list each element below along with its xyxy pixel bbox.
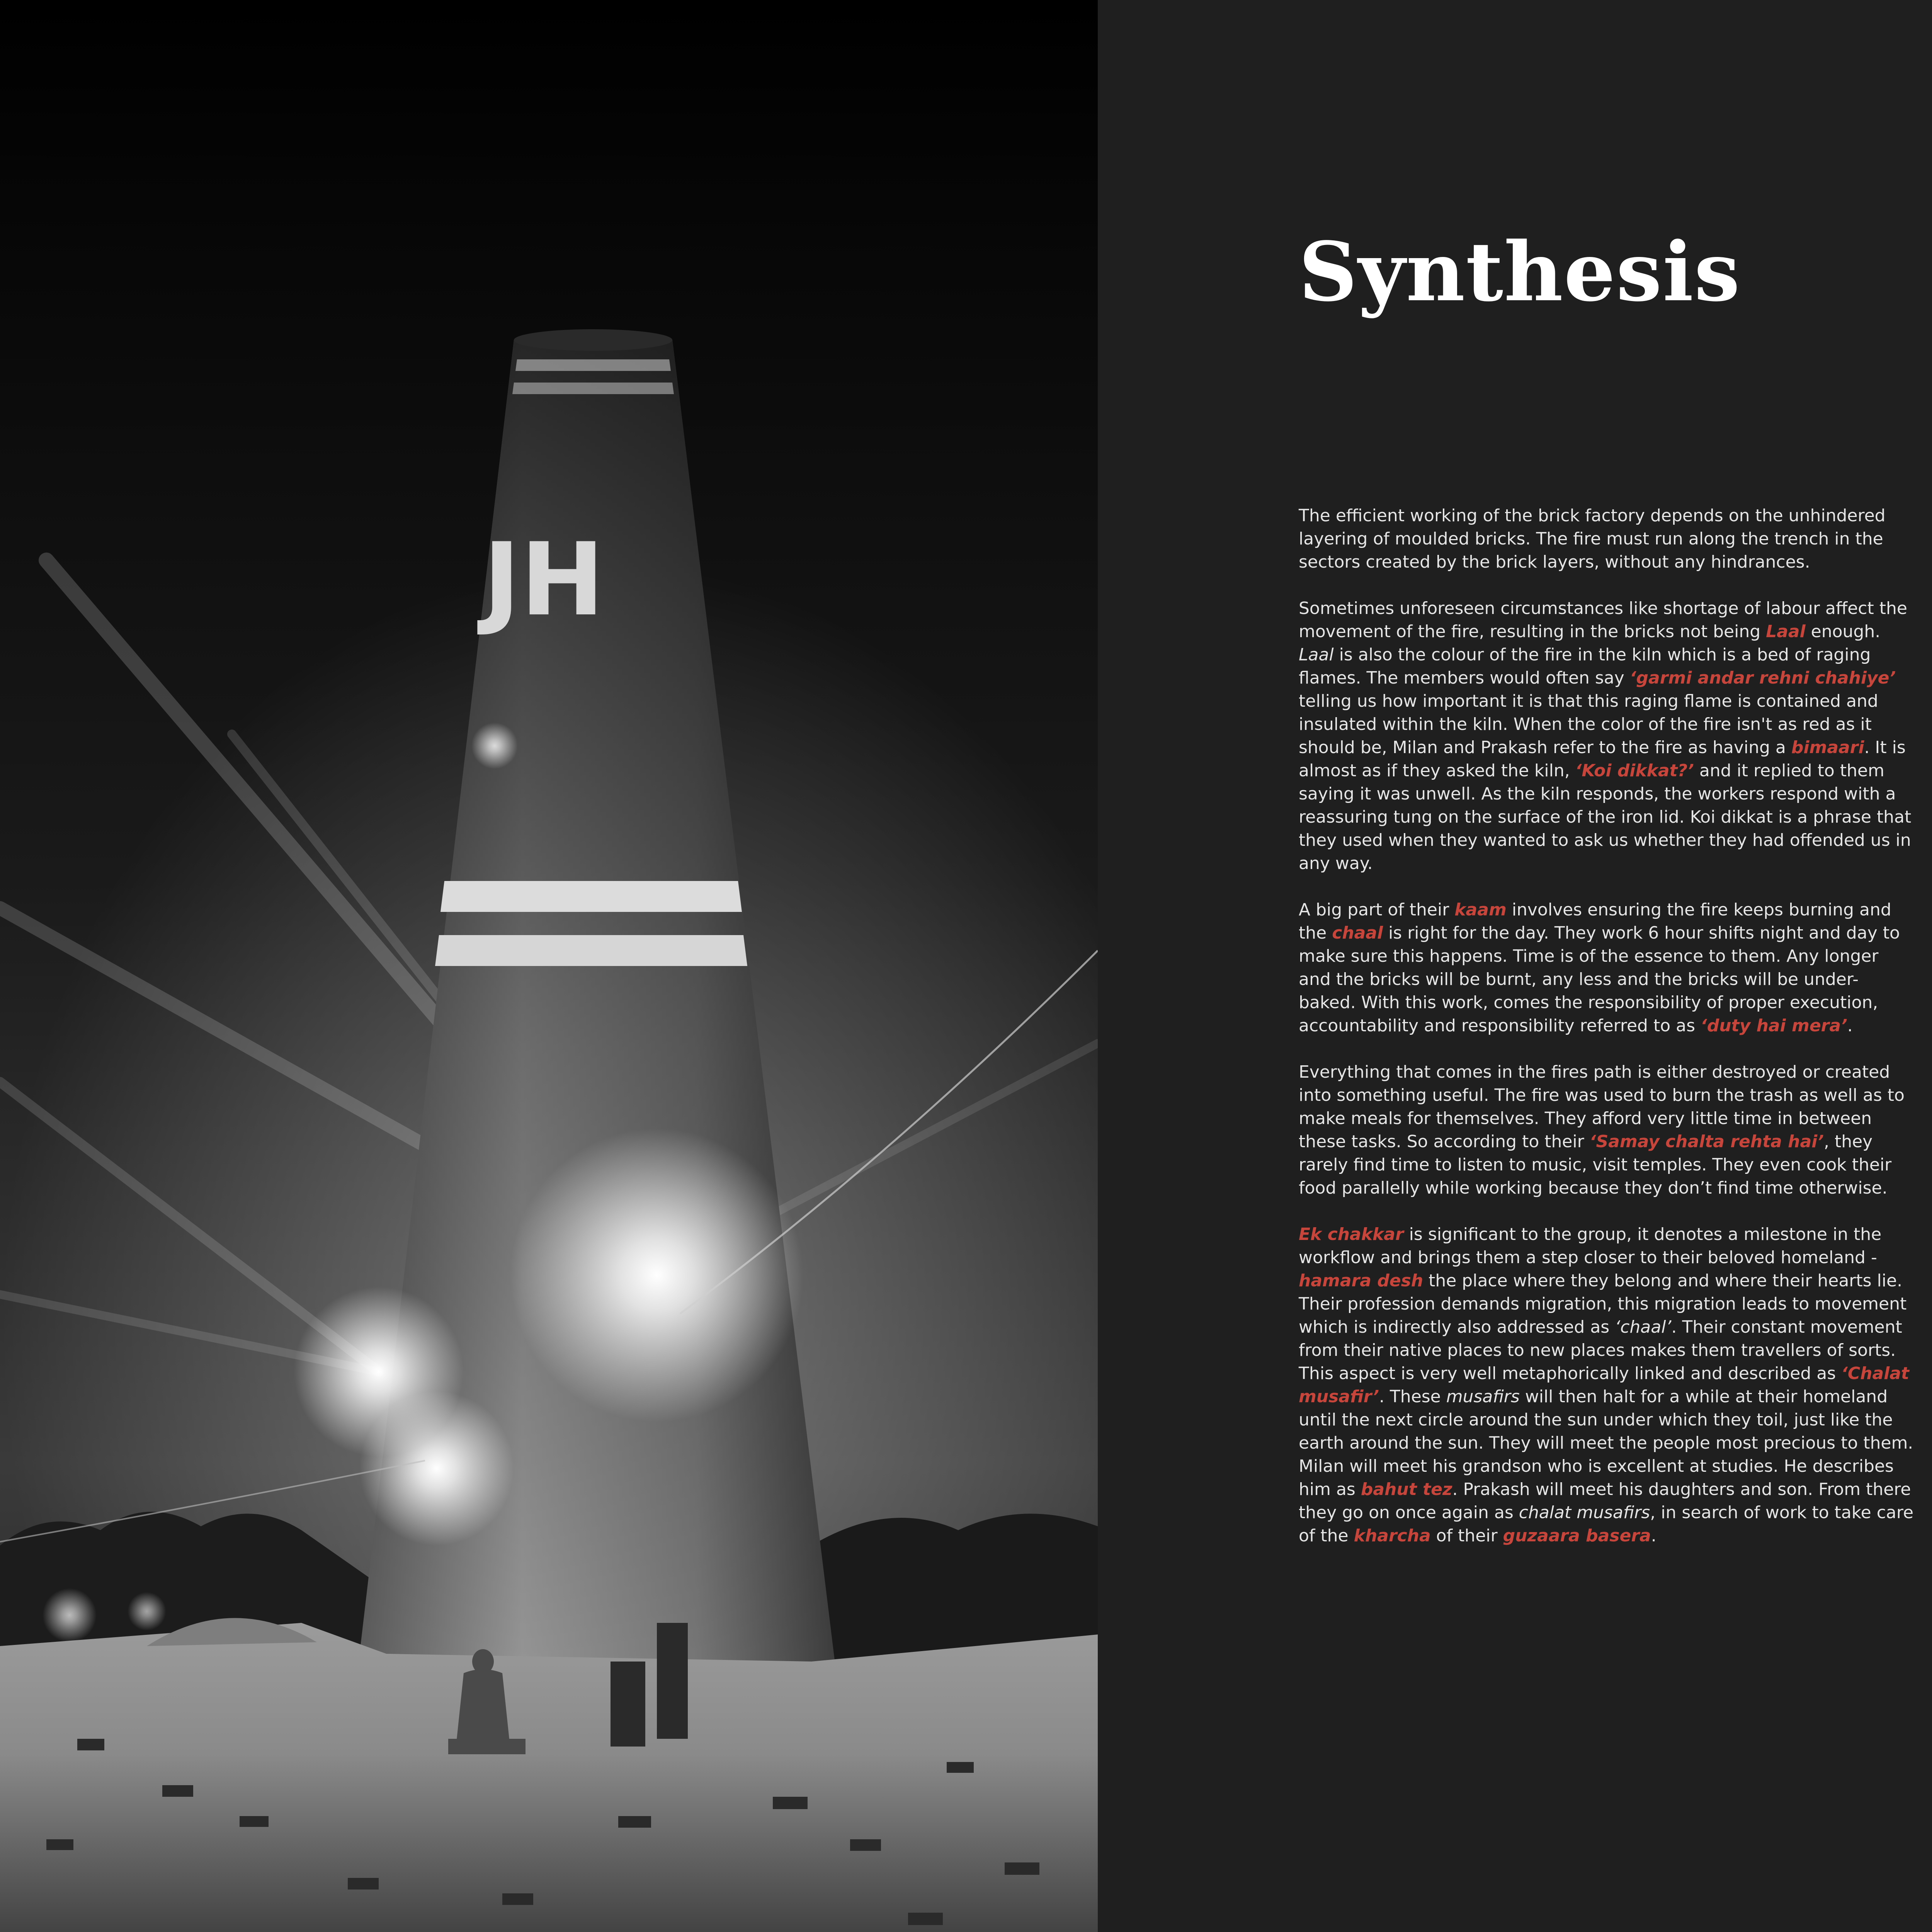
body-text bbox=[1299, 504, 1915, 1571]
text-run: involves ensuring the fire keeps burning and the bbox=[1299, 900, 1891, 943]
highlighted-term: bimaari bbox=[1791, 738, 1864, 757]
chimney-flare bbox=[471, 723, 518, 769]
ground bbox=[0, 1623, 1098, 1932]
text-run: , they rarely find time to listen to music, visit temples. They even cook their food parallelly while working because they don’t find time otherwise. bbox=[1299, 1132, 1892, 1198]
text-run: will then halt for a while at their homeland until the next circle around the sun under which they toil, just like the earth around the sun. They will meet the people most precious to them. Milan will meet his grandson who is excellent at studies. He describes him as bbox=[1299, 1387, 1913, 1499]
highlighted-term: ‘duty hai mera’ bbox=[1701, 1016, 1847, 1036]
text-run: telling us how important it is that this raging flame is contained and insulated within the kiln. When the color of the fire isn't as red as it should be, Milan and Prakash refer to the fire as having a bbox=[1299, 691, 1878, 757]
italic-term: ‘chaal’ bbox=[1615, 1317, 1672, 1337]
highlighted-term: ‘Chalat musafir’ bbox=[1299, 1364, 1909, 1406]
text-run: The efficient working of the brick factory depends on the unhindered layering of moulded bricks. The fire must run along the trench in the sectors created by the brick layers, without any hindrances. bbox=[1299, 506, 1886, 572]
text-run: is right for the day. They work 6 hour shifts night and day to make sure this happens. Time is of the essence to them. Any longer and the bricks will be burnt, any less and the bricks will be under-baked. With this work, comes the responsibility of proper execution, accountability and responsibility referred to as bbox=[1299, 923, 1900, 1036]
italic-term: musafirs bbox=[1446, 1387, 1520, 1406]
chimney-rim bbox=[514, 329, 672, 351]
highlighted-term: guzaara basera bbox=[1503, 1526, 1651, 1546]
highlighted-term: ‘Koi dikkat?’ bbox=[1575, 761, 1694, 781]
chimney-letters: JH bbox=[483, 522, 605, 638]
text-run: enough. bbox=[1805, 622, 1881, 641]
italic-term: chalat musafirs bbox=[1519, 1503, 1650, 1522]
body-paragraph bbox=[1299, 1061, 1915, 1200]
body-paragraph bbox=[1299, 597, 1915, 875]
text-run: . Prakash will meet his daughters and son. From there they go on once again as bbox=[1299, 1480, 1911, 1522]
page-title: Synthesis bbox=[1299, 224, 1741, 320]
text-run: . bbox=[1651, 1526, 1656, 1546]
body-paragraph bbox=[1299, 898, 1915, 1037]
chimney-top-stripe bbox=[515, 359, 671, 371]
highlighted-term: Laal bbox=[1766, 622, 1806, 641]
text-run: Sometimes unforeseen circumstances like shortage of labour affect the movement of the fire, resulting in the bricks not being bbox=[1299, 599, 1907, 641]
text-run: of their bbox=[1430, 1526, 1503, 1546]
highlighted-term: ‘garmi andar rehni chahiye’ bbox=[1629, 668, 1896, 688]
highlighted-term: bahut tez bbox=[1361, 1480, 1452, 1499]
highlighted-term: Ek chakkar bbox=[1299, 1225, 1404, 1244]
text-run: . bbox=[1847, 1016, 1853, 1036]
text-run: is also the colour of the fire in the kiln which is a bed of raging flames. The members would often say bbox=[1299, 645, 1871, 688]
text-run: , in search of work to take care of the bbox=[1299, 1503, 1914, 1546]
body-paragraph bbox=[1299, 1223, 1915, 1548]
floodlight-main bbox=[510, 1128, 804, 1422]
highlighted-term: kharcha bbox=[1354, 1526, 1431, 1546]
body-paragraph bbox=[1299, 504, 1915, 574]
text-run: and it replied to them saying it was unwell. As the kiln responds, the workers respond with a reassuring tung on the surface of the iron lid. Koi dikkat is a phrase that they used when they wanted to ask us whether they had offended us in any way. bbox=[1299, 761, 1912, 873]
text-run: . These bbox=[1379, 1387, 1446, 1406]
highlighted-term: kaam bbox=[1454, 900, 1507, 920]
text-run: is significant to the group, it denotes a milestone in the workflow and brings them a step closer to their beloved homeland - bbox=[1299, 1225, 1882, 1267]
chimney-middle-stripe bbox=[440, 881, 742, 912]
text-run: . It is almost as if they asked the kiln, bbox=[1299, 738, 1906, 781]
highlighted-term: chaal bbox=[1332, 923, 1383, 943]
text-run: Everything that comes in the fires path is either destroyed or created into something useful. The fire was used to burn the trash as well as to make meals for themselves. They afford very little time in between these tasks. So according to their bbox=[1299, 1062, 1905, 1151]
italic-term: Laal bbox=[1299, 645, 1334, 665]
text-run: A big part of their bbox=[1299, 900, 1455, 920]
highlighted-term: ‘Samay chalta rehta hai’ bbox=[1589, 1132, 1824, 1151]
text-run: . Their constant movement from their native places to new places makes them travellers of sorts. This aspect is very well metaphorically linked and described as bbox=[1299, 1317, 1902, 1383]
text-page bbox=[1098, 0, 1932, 1932]
highlighted-term: hamara desh bbox=[1299, 1271, 1423, 1291]
text-run: the place where they belong and where their hearts lie. Their profession demands migration, this migration leads to movement which is indirectly also addressed as bbox=[1299, 1271, 1907, 1337]
